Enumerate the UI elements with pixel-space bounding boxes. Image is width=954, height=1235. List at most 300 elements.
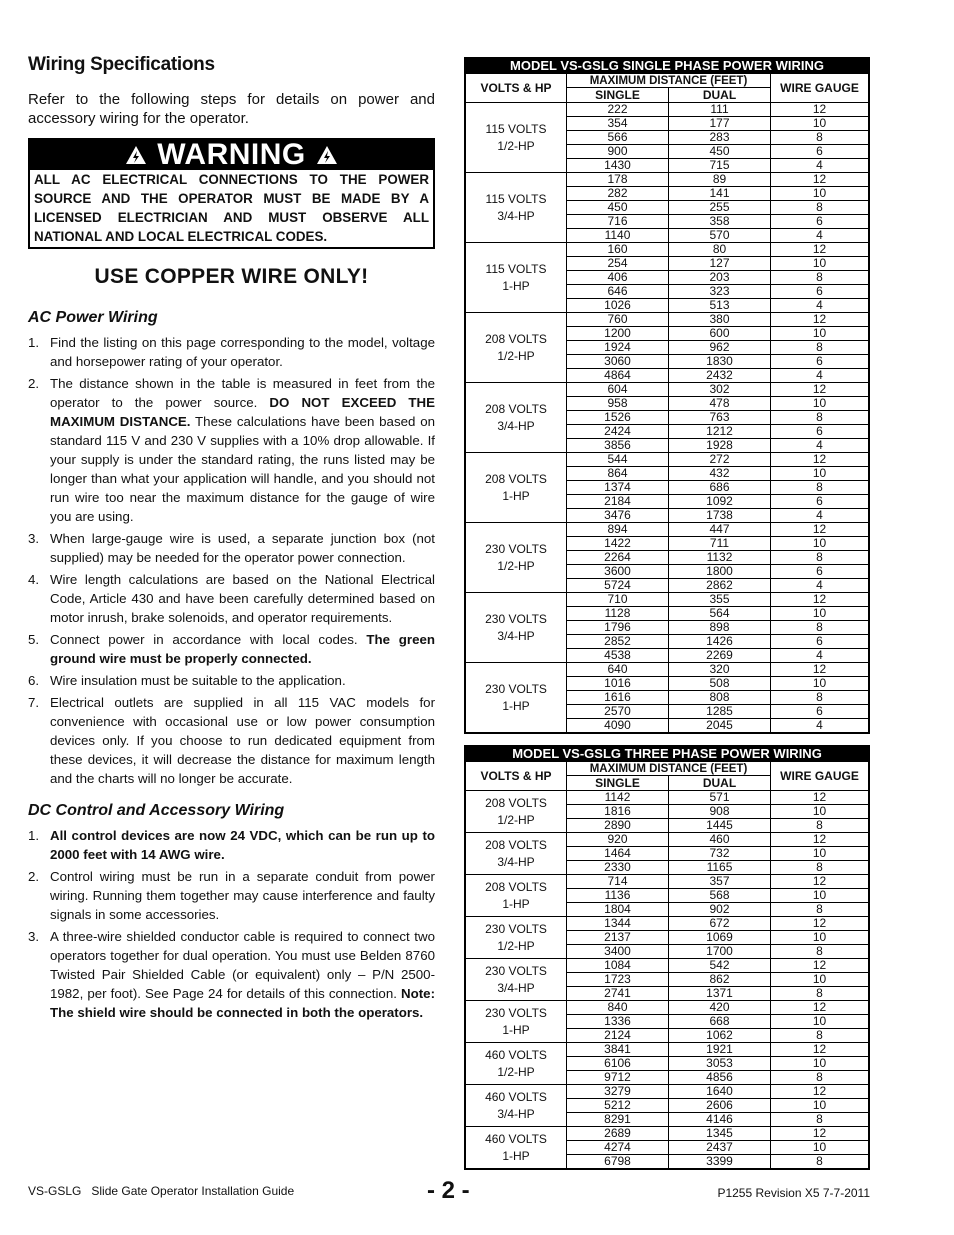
table-row	[465, 103, 869, 117]
gauge-value: 8	[771, 271, 870, 285]
list-item	[28, 927, 435, 1022]
volts-label: 208 VOLTS	[485, 879, 547, 894]
gauge-value: 6	[771, 425, 870, 439]
single-value: 354	[567, 117, 669, 131]
table-row	[465, 593, 869, 607]
volts-hp-cell	[465, 523, 567, 593]
hp-label: 1/2-HP	[497, 1064, 535, 1079]
dual-value: 357	[669, 875, 771, 889]
list-text: Find the listing on this page corresponding to the model, voltage and horsepower rating of your operator.	[50, 335, 435, 369]
hp-label: 1/2-HP	[497, 348, 535, 363]
gauge-value: 4	[771, 439, 870, 453]
gauge-value: 10	[771, 537, 870, 551]
dual-value: 460	[669, 833, 771, 847]
list-number: 2.	[28, 869, 40, 884]
hp-label: 3/4-HP	[497, 854, 535, 869]
list-text: A three-wire shielded conductor cable is required to connect two operators together for dual operation. You must use Belden 8760 Twisted Pair Shielded Cable (or equivalent) only – P/N 2500-1982, per foot). See Page 24 for details of this connection.	[50, 929, 435, 1001]
gauge-value: 8	[771, 819, 870, 833]
volts-label: 208 VOLTS	[485, 331, 547, 346]
volts-hp-cell	[465, 383, 567, 453]
single-value: 1430	[567, 159, 669, 173]
gauge-value: 12	[771, 663, 870, 677]
gauge-value: 8	[771, 1155, 870, 1170]
single-value: 1723	[567, 973, 669, 987]
list-item	[28, 374, 435, 526]
dual-value: 3399	[669, 1155, 771, 1170]
single-value: 1616	[567, 691, 669, 705]
list-item	[28, 570, 435, 627]
single-value: 760	[567, 313, 669, 327]
table-row	[465, 383, 869, 397]
hp-label: 1-HP	[502, 488, 530, 503]
dual-value: 203	[669, 271, 771, 285]
volts-hp-cell	[465, 959, 567, 1001]
volts-hp-cell	[465, 173, 567, 243]
dual-value: 478	[669, 397, 771, 411]
single-value: 222	[567, 103, 669, 117]
list-item	[28, 529, 435, 567]
dual-value: 450	[669, 145, 771, 159]
table-row	[465, 917, 869, 931]
dual-value: 3053	[669, 1057, 771, 1071]
dual-value: 2045	[669, 719, 771, 734]
header-single: SINGLE	[567, 776, 669, 791]
dual-value: 80	[669, 243, 771, 257]
gauge-value: 12	[771, 243, 870, 257]
volts-label: 230 VOLTS	[485, 541, 547, 556]
table-row	[465, 1085, 869, 1099]
intro-text: Refer to the following steps for details on power and accessory wiring for the operator.	[28, 91, 435, 127]
gauge-value: 12	[771, 959, 870, 973]
volts-hp-cell	[465, 1085, 567, 1127]
single-value: 920	[567, 833, 669, 847]
list-text: The distance shown in the table is measured in feet from the operator to the power source.	[50, 376, 435, 410]
gauge-value: 10	[771, 931, 870, 945]
single-value: 3600	[567, 565, 669, 579]
gauge-value: 12	[771, 833, 870, 847]
single-value: 2689	[567, 1127, 669, 1141]
gauge-value: 12	[771, 1085, 870, 1099]
hp-label: 1/2-HP	[497, 938, 535, 953]
list-item	[28, 671, 435, 690]
hp-label: 3/4-HP	[497, 1106, 535, 1121]
table-title: MODEL VS-GSLG THREE PHASE POWER WIRING	[465, 746, 869, 762]
hp-label: 1/2-HP	[497, 812, 535, 827]
gauge-value: 10	[771, 889, 870, 903]
single-value: 1816	[567, 805, 669, 819]
dual-value: 513	[669, 299, 771, 313]
single-value: 282	[567, 187, 669, 201]
dual-value: 1069	[669, 931, 771, 945]
single-value: 1142	[567, 791, 669, 805]
gauge-value: 8	[771, 1113, 870, 1127]
dual-value: 4146	[669, 1113, 771, 1127]
single-value: 3400	[567, 945, 669, 959]
volts-label: 230 VOLTS	[485, 921, 547, 936]
dual-value: 908	[669, 805, 771, 819]
footer-right: P1255 Revision X5 7-7-2011	[717, 1186, 870, 1200]
list-number: 7.	[28, 695, 40, 710]
table-title-row	[465, 746, 869, 762]
volts-hp-cell	[465, 1001, 567, 1043]
table-row	[465, 173, 869, 187]
dual-value: 4856	[669, 1071, 771, 1085]
dual-value: 283	[669, 131, 771, 145]
dual-value: 763	[669, 411, 771, 425]
hp-label: 3/4-HP	[497, 980, 535, 995]
dual-value: 962	[669, 341, 771, 355]
single-value: 450	[567, 201, 669, 215]
gauge-value: 4	[771, 159, 870, 173]
single-value: 566	[567, 131, 669, 145]
list-number: 3.	[28, 531, 40, 546]
list-number: 2.	[28, 376, 40, 391]
single-value: 9712	[567, 1071, 669, 1085]
single-value: 1128	[567, 607, 669, 621]
dual-value: 432	[669, 467, 771, 481]
volts-label: 208 VOLTS	[485, 471, 547, 486]
gauge-value: 8	[771, 903, 870, 917]
gauge-value: 8	[771, 131, 870, 145]
single-value: 544	[567, 453, 669, 467]
volts-label: 230 VOLTS	[485, 1005, 547, 1020]
table-row	[465, 1127, 869, 1141]
table-row	[465, 1001, 869, 1015]
gauge-value: 12	[771, 313, 870, 327]
header-max-distance: MAXIMUM DISTANCE (FEET)	[567, 74, 771, 88]
dual-value: 302	[669, 383, 771, 397]
table-row	[465, 833, 869, 847]
single-value: 178	[567, 173, 669, 187]
dual-value: 902	[669, 903, 771, 917]
list-item	[28, 630, 435, 668]
gauge-value: 12	[771, 1043, 870, 1057]
header-max-distance: MAXIMUM DISTANCE (FEET)	[567, 762, 771, 776]
dual-value: 111	[669, 103, 771, 117]
single-value: 254	[567, 257, 669, 271]
header-single: SINGLE	[567, 88, 669, 103]
warning-title: WARNING	[157, 138, 306, 171]
dual-value: 2862	[669, 579, 771, 593]
single-value: 1026	[567, 299, 669, 313]
single-value: 900	[567, 145, 669, 159]
single-value: 1084	[567, 959, 669, 973]
dual-value: 1132	[669, 551, 771, 565]
single-value: 1374	[567, 481, 669, 495]
volts-label: 208 VOLTS	[485, 401, 547, 416]
volts-label: 115 VOLTS	[485, 191, 547, 206]
gauge-value: 6	[771, 355, 870, 369]
gauge-value: 10	[771, 1057, 870, 1071]
gauge-value: 6	[771, 635, 870, 649]
volts-label: 230 VOLTS	[485, 963, 547, 978]
dual-value: 1445	[669, 819, 771, 833]
single-value: 3856	[567, 439, 669, 453]
dual-value: 89	[669, 173, 771, 187]
single-value: 6106	[567, 1057, 669, 1071]
dual-value: 862	[669, 973, 771, 987]
single-value: 3841	[567, 1043, 669, 1057]
list-text: Electrical outlets are supplied in all 115 VAC models for convenience with occasional use or low power consumption devices only. If you choose to run dedicated equipment from these devices, it will decrease the distance for maximum length and the charts will no longer be accurate.	[50, 695, 435, 786]
single-value: 716	[567, 215, 669, 229]
list-number: 3.	[28, 929, 40, 944]
gauge-value: 10	[771, 973, 870, 987]
single-value: 3060	[567, 355, 669, 369]
gauge-value: 12	[771, 103, 870, 117]
gauge-value: 12	[771, 383, 870, 397]
hp-label: 1-HP	[502, 278, 530, 293]
single-value: 640	[567, 663, 669, 677]
gauge-value: 10	[771, 847, 870, 861]
hp-label: 1/2-HP	[497, 558, 535, 573]
volts-hp-cell	[465, 593, 567, 663]
dc-heading: DC Control and Accessory Wiring	[28, 802, 285, 819]
volts-label: 208 VOLTS	[485, 795, 547, 810]
header-row	[465, 762, 869, 776]
dual-value: 255	[669, 201, 771, 215]
gauge-value: 8	[771, 691, 870, 705]
gauge-value: 4	[771, 579, 870, 593]
list-text: Wire length calculations are based on the National Electrical Code, Article 430 and have been carefully determined based on motor inrush, brake solenoids, and operator requirements.	[50, 572, 435, 625]
dual-value: 1426	[669, 635, 771, 649]
volts-hp-cell	[465, 453, 567, 523]
list-text: All control devices are now 24 VDC, which can be run up to 2000 feet with 14 AWG wire.	[50, 828, 435, 862]
single-value: 864	[567, 467, 669, 481]
gauge-value: 4	[771, 509, 870, 523]
dual-value: 1800	[669, 565, 771, 579]
dual-value: 1212	[669, 425, 771, 439]
dual-value: 898	[669, 621, 771, 635]
volts-label: 115 VOLTS	[485, 261, 547, 276]
single-value: 160	[567, 243, 669, 257]
ac-list	[28, 333, 435, 788]
gauge-value: 10	[771, 467, 870, 481]
gauge-value: 10	[771, 607, 870, 621]
header-wire-gauge: WIRE GAUGE	[771, 74, 870, 103]
gauge-value: 12	[771, 875, 870, 889]
single-value: 1796	[567, 621, 669, 635]
single-value: 2124	[567, 1029, 669, 1043]
gauge-value: 6	[771, 705, 870, 719]
dual-value: 1640	[669, 1085, 771, 1099]
list-text: Control wiring must be run in a separate conduit from power wiring. Running them together may cause interference and faulty signals in some accessories.	[50, 869, 435, 922]
hp-label: 1-HP	[502, 1148, 530, 1163]
gauge-value: 8	[771, 1029, 870, 1043]
dual-value: 323	[669, 285, 771, 299]
volts-hp-cell	[465, 313, 567, 383]
dual-value: 2432	[669, 369, 771, 383]
gauge-value: 4	[771, 649, 870, 663]
gauge-value: 12	[771, 791, 870, 805]
dual-value: 420	[669, 1001, 771, 1015]
dual-value: 808	[669, 691, 771, 705]
list-text: The green ground wire must be properly connected.	[50, 632, 435, 666]
gauge-value: 12	[771, 173, 870, 187]
single-value: 1804	[567, 903, 669, 917]
single-value: 894	[567, 523, 669, 537]
dual-value: 2269	[669, 649, 771, 663]
dual-value: 1921	[669, 1043, 771, 1057]
dual-value: 672	[669, 917, 771, 931]
dual-value: 542	[669, 959, 771, 973]
list-number: 1.	[28, 335, 40, 350]
gauge-value: 8	[771, 481, 870, 495]
dual-value: 668	[669, 1015, 771, 1029]
table-row	[465, 523, 869, 537]
table-row	[465, 875, 869, 889]
single-value: 2137	[567, 931, 669, 945]
single-value: 2424	[567, 425, 669, 439]
list-text: Connect power in accordance with local codes.	[50, 632, 367, 647]
single-value: 1464	[567, 847, 669, 861]
dual-value: 568	[669, 889, 771, 903]
single-phase-table	[464, 57, 870, 734]
table-title-row	[465, 58, 869, 74]
dual-value: 447	[669, 523, 771, 537]
gauge-value: 10	[771, 677, 870, 691]
dual-value: 127	[669, 257, 771, 271]
gauge-value: 8	[771, 945, 870, 959]
volts-hp-cell	[465, 1127, 567, 1170]
gauge-value: 6	[771, 495, 870, 509]
gauge-value: 4	[771, 369, 870, 383]
single-value: 2264	[567, 551, 669, 565]
dual-value: 732	[669, 847, 771, 861]
dual-value: 564	[669, 607, 771, 621]
single-value: 8291	[567, 1113, 669, 1127]
volts-label: 460 VOLTS	[485, 1047, 547, 1062]
single-value: 2184	[567, 495, 669, 509]
single-value: 958	[567, 397, 669, 411]
volts-label: 230 VOLTS	[485, 611, 547, 626]
list-item	[28, 333, 435, 371]
gauge-value: 8	[771, 861, 870, 875]
header-dual: DUAL	[669, 776, 771, 791]
gauge-value: 12	[771, 917, 870, 931]
hp-label: 1-HP	[502, 1022, 530, 1037]
dual-value: 1285	[669, 705, 771, 719]
single-value: 714	[567, 875, 669, 889]
dual-value: 1371	[669, 987, 771, 1001]
gauge-value: 4	[771, 719, 870, 734]
warning-text: ALL AC ELECTRICAL CONNECTIONS TO THE POWER SOURCE AND THE OPERATOR MUST BE MADE BY A LICENSED ELECTRICIAN AND MUST OBSERVE ALL NATIONAL AND LOCAL ELECTRICAL CODES.	[34, 172, 429, 244]
warning-triangle-icon	[125, 141, 147, 171]
list-number: 6.	[28, 673, 40, 688]
gauge-value: 10	[771, 187, 870, 201]
single-value: 406	[567, 271, 669, 285]
table-row	[465, 959, 869, 973]
dual-value: 1928	[669, 439, 771, 453]
gauge-value: 4	[771, 229, 870, 243]
volts-label: 208 VOLTS	[485, 837, 547, 852]
header-wire-gauge: WIRE GAUGE	[771, 762, 870, 791]
single-value: 710	[567, 593, 669, 607]
list-number: 4.	[28, 572, 40, 587]
gauge-value: 12	[771, 1127, 870, 1141]
dual-value: 1092	[669, 495, 771, 509]
header-dual: DUAL	[669, 88, 771, 103]
single-value: 1526	[567, 411, 669, 425]
single-value: 6798	[567, 1155, 669, 1170]
warning-triangle-icon	[316, 141, 338, 171]
header-row	[465, 74, 869, 88]
dual-value: 711	[669, 537, 771, 551]
dual-value: 1830	[669, 355, 771, 369]
hp-label: 1-HP	[502, 896, 530, 911]
dc-list	[28, 826, 435, 1022]
table-row	[465, 791, 869, 805]
volts-label: 230 VOLTS	[485, 681, 547, 696]
volts-hp-cell	[465, 917, 567, 959]
left-column	[28, 52, 435, 1025]
list-text: When large-gauge wire is used, a separate junction box (not supplied) may be needed for the operator power connection.	[50, 531, 435, 565]
single-value: 604	[567, 383, 669, 397]
footer-left: VS-GSLG Slide Gate Operator Installation Guide	[28, 1184, 295, 1198]
single-value: 3476	[567, 509, 669, 523]
dual-value: 1062	[669, 1029, 771, 1043]
gauge-value: 10	[771, 1099, 870, 1113]
single-value: 1924	[567, 341, 669, 355]
list-item	[28, 826, 435, 864]
hp-label: 3/4-HP	[497, 208, 535, 223]
single-value: 5212	[567, 1099, 669, 1113]
dual-value: 2606	[669, 1099, 771, 1113]
single-value: 5724	[567, 579, 669, 593]
gauge-value: 10	[771, 327, 870, 341]
list-item	[28, 693, 435, 788]
single-value: 2330	[567, 861, 669, 875]
gauge-value: 10	[771, 257, 870, 271]
dual-value: 715	[669, 159, 771, 173]
gauge-value: 10	[771, 117, 870, 131]
gauge-value: 12	[771, 1001, 870, 1015]
gauge-value: 8	[771, 551, 870, 565]
gauge-value: 6	[771, 215, 870, 229]
gauge-value: 6	[771, 285, 870, 299]
volts-hp-cell	[465, 833, 567, 875]
single-value: 646	[567, 285, 669, 299]
table-title: MODEL VS-GSLG SINGLE PHASE POWER WIRING	[465, 58, 869, 74]
dual-value: 600	[669, 327, 771, 341]
gauge-value: 4	[771, 299, 870, 313]
single-value: 1016	[567, 677, 669, 691]
dual-value: 1738	[669, 509, 771, 523]
dual-value: 141	[669, 187, 771, 201]
list-text: DO NOT EXCEED THE MAXIMUM DISTANCE.	[50, 395, 435, 429]
dual-value: 1700	[669, 945, 771, 959]
dual-value: 508	[669, 677, 771, 691]
dual-value: 2437	[669, 1141, 771, 1155]
single-value: 2890	[567, 819, 669, 833]
single-value: 4864	[567, 369, 669, 383]
gauge-value: 10	[771, 1015, 870, 1029]
hp-label: 3/4-HP	[497, 628, 535, 643]
list-number: 1.	[28, 828, 40, 843]
table-row	[465, 243, 869, 257]
list-text: Note: The shield wire should be connected in both the operators.	[50, 986, 435, 1020]
volts-label: 460 VOLTS	[485, 1089, 547, 1104]
list-item	[28, 867, 435, 924]
dual-value: 686	[669, 481, 771, 495]
volts-hp-cell	[465, 103, 567, 173]
hp-label: 1/2-HP	[497, 138, 535, 153]
ac-heading: AC Power Wiring	[28, 309, 158, 326]
volts-hp-cell	[465, 791, 567, 833]
dual-value: 570	[669, 229, 771, 243]
volts-hp-cell	[465, 243, 567, 313]
table-row	[465, 453, 869, 467]
list-number: 5.	[28, 632, 40, 647]
